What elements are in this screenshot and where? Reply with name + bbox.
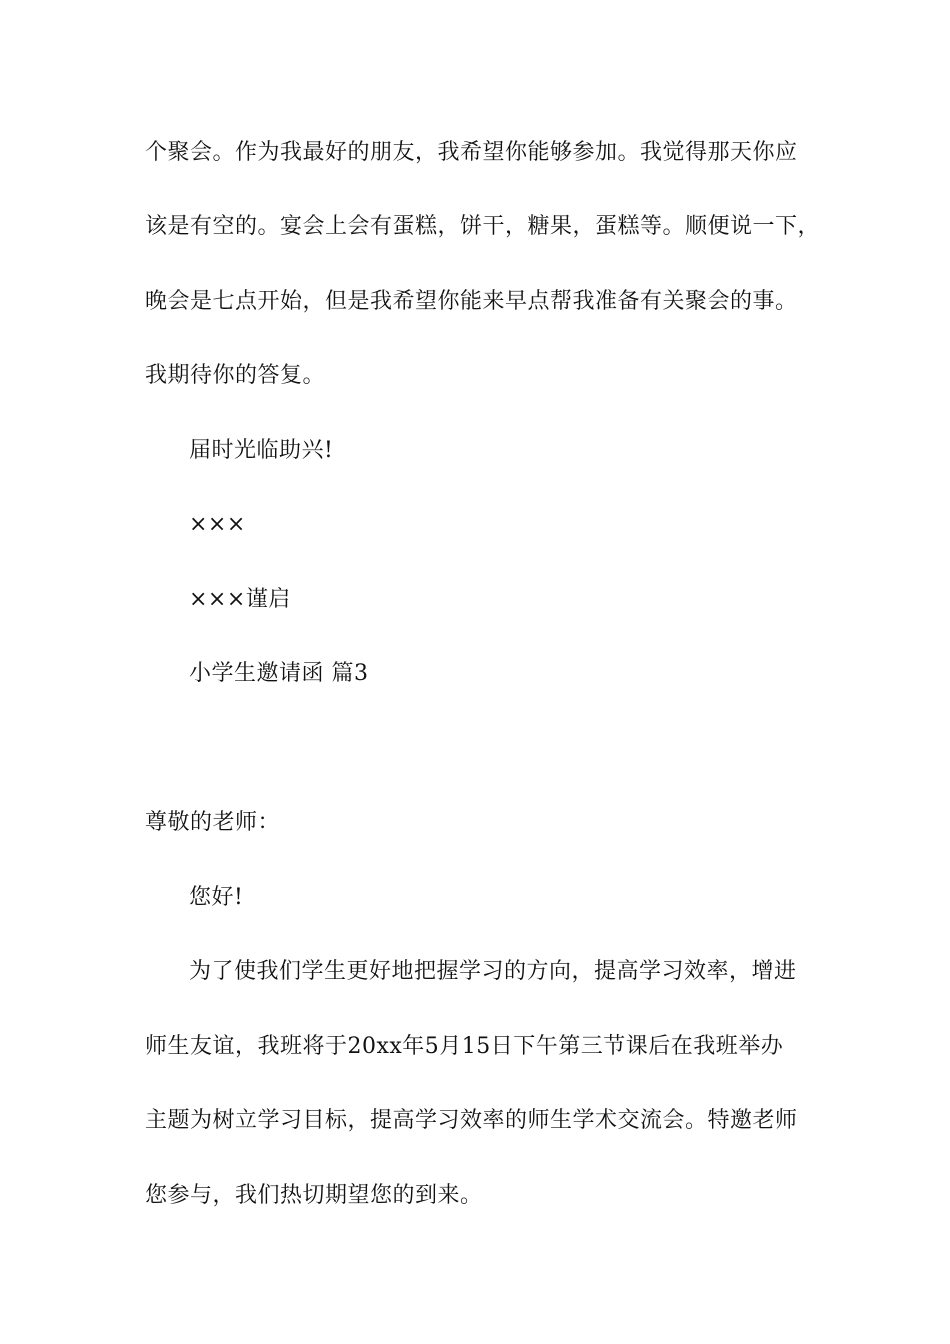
addressee-placeholder: ××× [189,512,246,537]
paragraph-line: 为了使我们学生更好地把握学习的方向，提高学习效率，增进 [189,959,797,984]
paragraph-line: 该是有空的。宴会上会有蛋糕，饼干，糖果，蛋糕等。顺便说一下， [145,214,821,239]
signature-line: ×××谨启 [189,587,291,612]
paragraph-line: 您参与，我们热切期望您的到来。 [145,1183,483,1208]
closing-line: 届时光临助兴! [189,438,334,463]
paragraph-line: 个聚会。作为我最好的朋友，我希望你能够参加。我觉得那天你应 [145,140,798,165]
paragraph-line: 我期待你的答复。 [145,363,326,388]
salutation: 尊敬的老师： [145,810,281,835]
paragraph-line: 主题为树立学习目标，提高学习效率的师生学术交流会。特邀老师 [145,1108,798,1133]
paragraph-line: 晚会是七点开始，但是我希望你能来早点帮我准备有关聚会的事。 [145,289,798,314]
greeting: 您好! [189,885,244,910]
section-heading: 小学生邀请函 篇3 [189,661,369,686]
paragraph-line: 师生友谊，我班将于20xx年5月15日下午第三节课后在我班举办 [145,1034,784,1059]
